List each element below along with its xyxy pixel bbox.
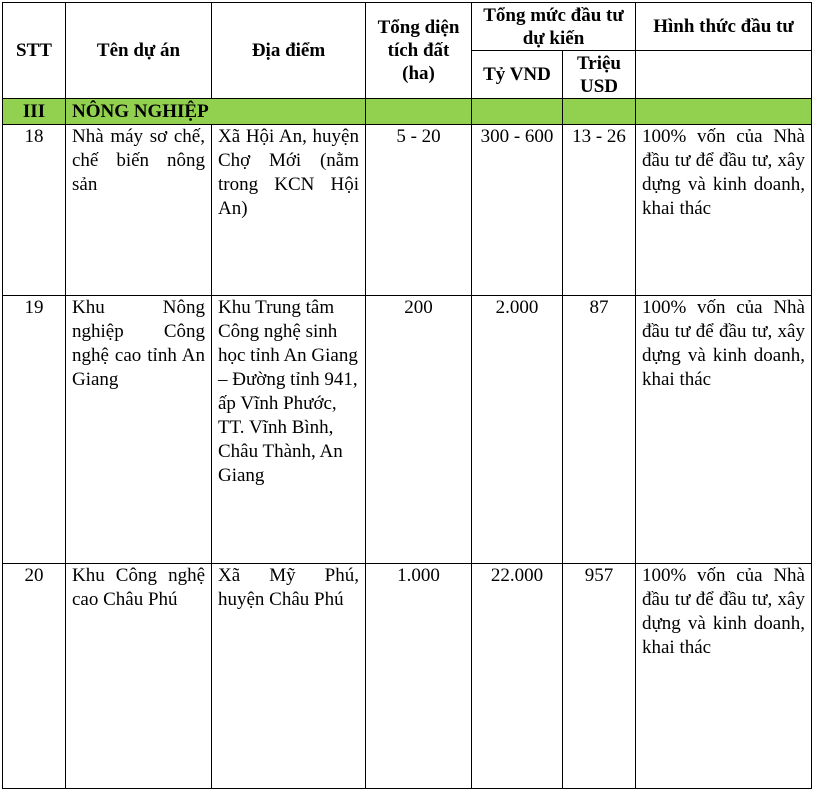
header-total-investment: Tổng mức đầu tư dự kiến [472,3,636,51]
header-project-name: Tên dự án [66,3,212,99]
header-location: Địa điểm [212,3,366,99]
row-project-name: Khu Nông nghiệp Công nghệ cao tỉnh An Giang [66,295,212,563]
row-area: 1.000 [366,563,472,788]
row-investment-form: 100% vốn của Nhà đầu tư để đầu tư, xây dựng và kinh doanh, khai thác [636,563,812,788]
section-row [3,98,812,124]
row-stt: 19 [3,295,66,563]
row-vnd: 300 - 600 [472,125,563,296]
row-location: Khu Trung tâm Công nghệ sinh học tỉnh An Giang – Đường tỉnh 941, ấp Vĩnh Phước, TT. Vĩnh Bình, Châu Thành, An Giang [212,295,366,563]
row-usd: 957 [563,563,636,788]
section-empty [636,98,812,124]
row-stt: 20 [3,563,66,788]
section-code: III [3,98,66,124]
section-title: NÔNG NGHIỆP [66,98,366,124]
row-investment-form: 100% vốn của Nhà đầu tư để đầu tư, xây dựng và kinh doanh, khai thác [636,295,812,563]
table-row [3,125,812,296]
header-total-area: Tổng diện tích đất (ha) [366,3,472,99]
header-usd: Triệu USD [563,51,636,98]
header-investment-form: Hình thức đầu tư [636,3,812,51]
header-row-top [3,3,812,51]
header-vnd: Tỷ VND [472,51,563,98]
header-stt: STT [3,3,66,99]
section-empty [472,98,563,124]
row-investment-form: 100% vốn của Nhà đầu tư để đầu tư, xây dựng và kinh doanh, khai thác [636,125,812,296]
table-row [3,295,812,563]
row-area: 5 - 20 [366,125,472,296]
row-usd: 13 - 26 [563,125,636,296]
row-usd: 87 [563,295,636,563]
header-form-empty [636,51,812,98]
section-empty [563,98,636,124]
row-vnd: 22.000 [472,563,563,788]
row-area: 200 [366,295,472,563]
row-vnd: 2.000 [472,295,563,563]
investment-project-table [2,2,812,789]
row-stt: 18 [3,125,66,296]
table-row [3,563,812,788]
row-location: Xã Mỹ Phú, huyện Châu Phú [212,563,366,788]
row-project-name: Khu Công nghệ cao Châu Phú [66,563,212,788]
row-project-name: Nhà máy sơ chế, chế biến nông sản [66,125,212,296]
row-location: Xã Hội An, huyện Chợ Mới (nằm trong KCN Hội An) [212,125,366,296]
section-empty [366,98,472,124]
